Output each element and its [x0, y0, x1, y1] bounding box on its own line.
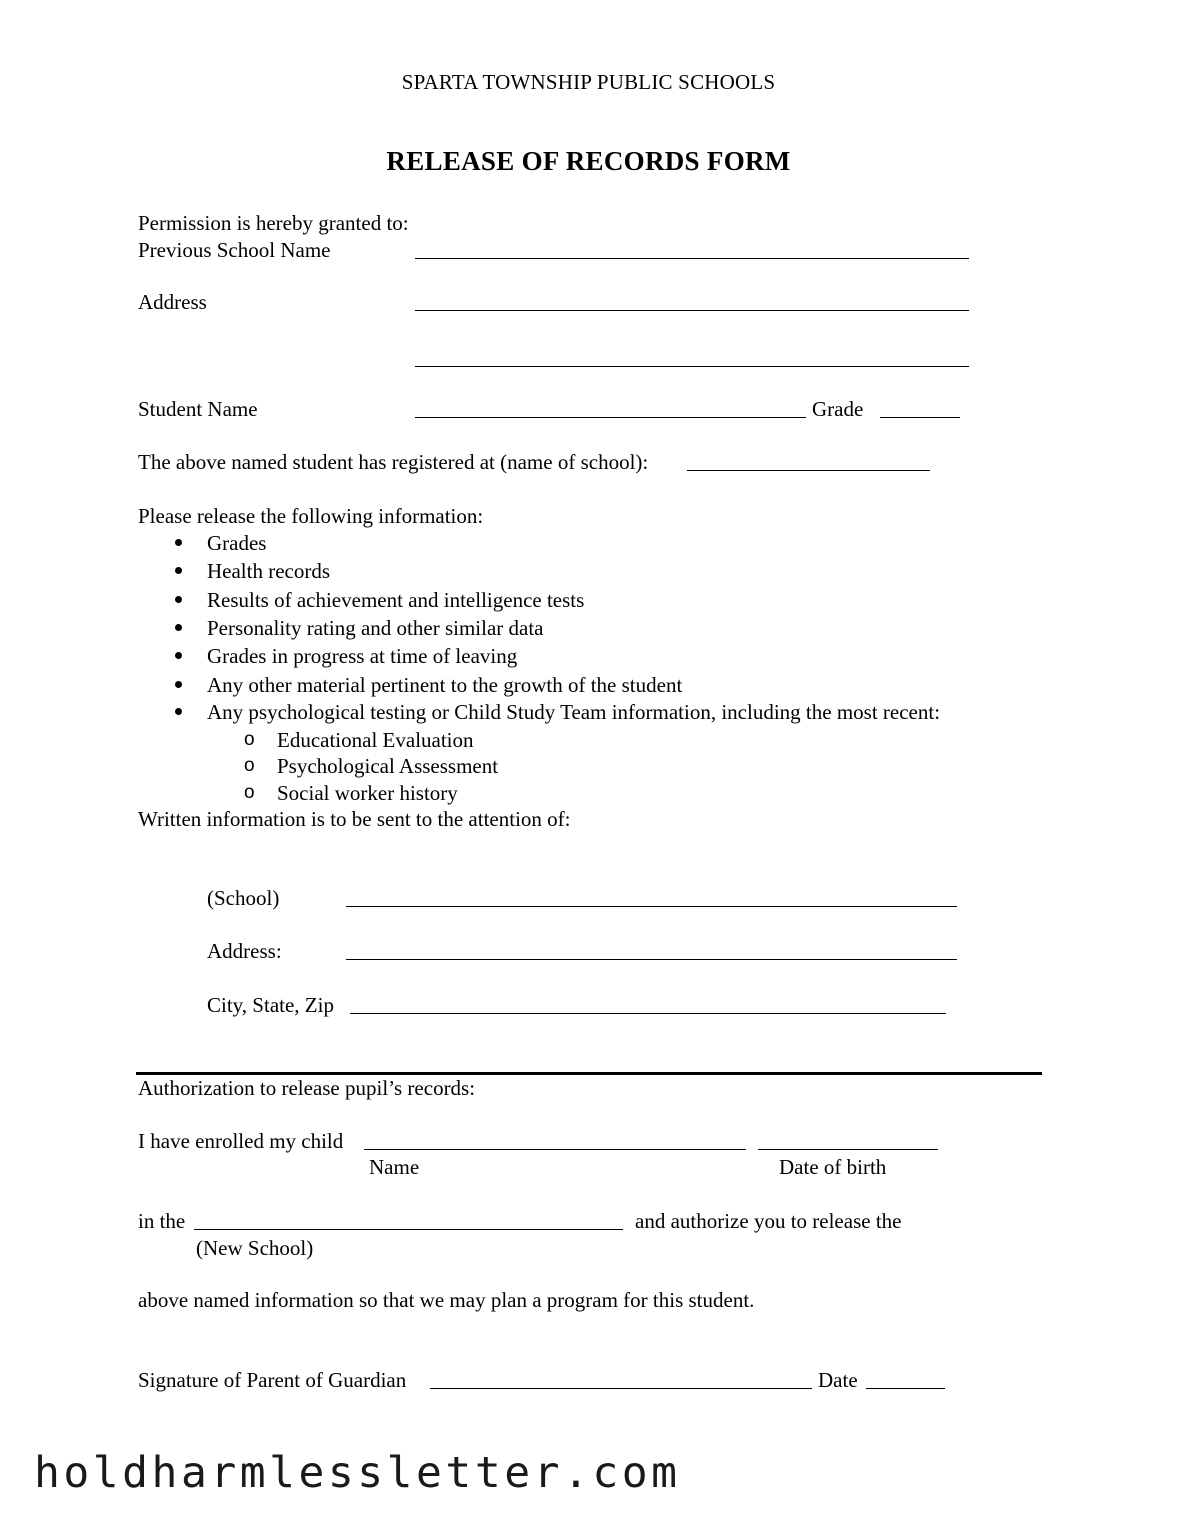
- student-name-label: Student Name: [138, 397, 258, 421]
- registered-school-field[interactable]: [687, 470, 930, 471]
- sub-bullet-o: o: [244, 729, 255, 750]
- signature-field[interactable]: [430, 1388, 812, 1389]
- send-school-field[interactable]: [346, 906, 957, 907]
- send-to-intro: Written information is to be sent to the attention of:: [138, 807, 571, 831]
- bullet-dot: [175, 539, 182, 546]
- permission-intro: Permission is hereby granted to:: [138, 211, 409, 235]
- organization-name: SPARTA TOWNSHIP PUBLIC SCHOOLS: [401, 70, 776, 94]
- address-label: Address: [138, 290, 207, 314]
- bullet-dot: [175, 681, 182, 688]
- sub-bullet-o: o: [244, 782, 255, 803]
- previous-school-field[interactable]: [415, 258, 969, 259]
- sub-bullet-o: o: [244, 755, 255, 776]
- form-title: RELEASE OF RECORDS FORM: [386, 146, 791, 176]
- send-school-label: (School): [207, 886, 280, 910]
- sub-list-item: Social worker history: [277, 781, 458, 805]
- send-city-label: City, State, Zip: [207, 993, 334, 1017]
- list-item: Any other material pertinent to the growth of the student: [207, 673, 683, 697]
- grade-field[interactable]: [880, 417, 960, 418]
- section-divider: [136, 1072, 1042, 1075]
- list-item: Results of achievement and intelligence tests: [207, 588, 585, 612]
- watermark-text: holdharmlessletter.com: [34, 1448, 681, 1498]
- bullet-dot: [175, 624, 182, 631]
- send-address-label: Address:: [207, 939, 282, 963]
- list-item: Any psychological testing or Child Study Team information, including the most recent:: [207, 700, 941, 724]
- registered-at-label: The above named student has registered at (name of school):: [138, 450, 649, 474]
- list-item: Grades in progress at time of leaving: [207, 644, 518, 668]
- date-label: Date: [818, 1368, 858, 1392]
- name-caption: Name: [369, 1155, 420, 1179]
- enrolled-label: I have enrolled my child: [138, 1129, 344, 1153]
- new-school-caption: (New School): [196, 1236, 314, 1260]
- child-dob-field[interactable]: [758, 1149, 938, 1150]
- bullet-dot: [175, 708, 182, 715]
- bullet-dot: [175, 567, 182, 574]
- bullet-dot: [175, 652, 182, 659]
- in-the-label: in the: [138, 1209, 186, 1233]
- list-item: Grades: [207, 531, 267, 555]
- signature-label: Signature of Parent of Guardian: [138, 1368, 407, 1392]
- address-field-line-1[interactable]: [415, 310, 969, 311]
- send-address-field[interactable]: [346, 959, 957, 960]
- date-field[interactable]: [866, 1388, 945, 1389]
- student-name-field[interactable]: [415, 417, 806, 418]
- address-field-line-2[interactable]: [415, 366, 969, 367]
- closing-text: above named information so that we may plan a program for this student.: [138, 1288, 755, 1312]
- previous-school-label: Previous School Name: [138, 238, 331, 262]
- grade-label: Grade: [812, 397, 864, 421]
- new-school-field[interactable]: [194, 1229, 623, 1230]
- authorize-text: and authorize you to release the: [635, 1209, 902, 1233]
- sub-list-item: Psychological Assessment: [277, 754, 499, 778]
- bullet-dot: [175, 596, 182, 603]
- child-name-field[interactable]: [364, 1149, 746, 1150]
- send-city-field[interactable]: [350, 1013, 946, 1014]
- release-info-intro: Please release the following information:: [138, 504, 484, 528]
- dob-caption: Date of birth: [779, 1155, 887, 1179]
- list-item: Personality rating and other similar data: [207, 616, 544, 640]
- authorization-heading: Authorization to release pupil’s records:: [138, 1076, 476, 1100]
- sub-list-item: Educational Evaluation: [277, 728, 474, 752]
- list-item: Health records: [207, 559, 331, 583]
